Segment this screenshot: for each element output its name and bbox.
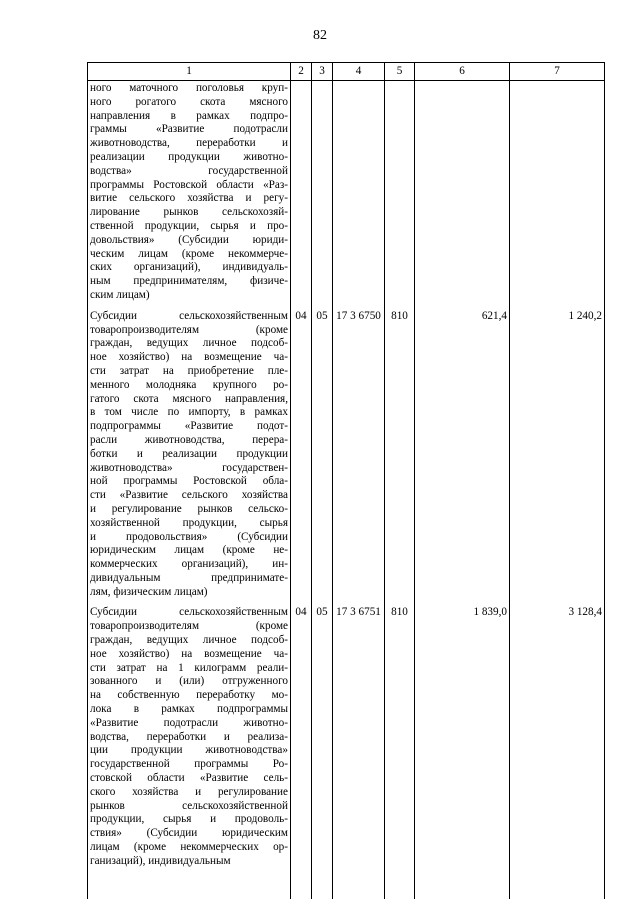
empty-cell [312, 869, 333, 899]
description-line: расли животноводства, перера- [90, 433, 288, 446]
empty-cell [333, 869, 385, 899]
table-row [88, 81, 605, 303]
expense-type-code [385, 81, 415, 303]
description-line: ное хозяйство) на возмещение ча- [90, 647, 288, 660]
description-line: ским лицам) [90, 288, 150, 301]
description-line: рынков сельскохозяйственной [90, 799, 288, 812]
description-line: ского хозяйства и регулирование [90, 785, 288, 798]
target-article-code: 17 3 6750 [333, 303, 385, 600]
expense-type-code: 810 [385, 303, 415, 600]
section-code [291, 81, 312, 303]
description-line: зованного и (или) отгруженного [90, 675, 288, 688]
description-line: юридическим лицам (кроме не- [90, 544, 288, 557]
header-col-2: 2 [291, 63, 312, 81]
table-body [88, 81, 605, 899]
description-line: водства» государственной [90, 164, 288, 177]
description-line: ственной продукции, сырья и про- [90, 219, 288, 232]
section-code: 04 [291, 599, 312, 868]
subsection-code: 05 [312, 599, 333, 868]
header-col-3: 3 [312, 63, 333, 81]
header-col-7: 7 [510, 63, 605, 81]
header-col-5: 5 [385, 63, 415, 81]
description-line: лицам (кроме некоммерческих ор- [90, 841, 288, 854]
row-description [88, 599, 291, 868]
table-row [88, 303, 605, 600]
description-line: в том числе по импорту, в рамках [90, 406, 288, 419]
empty-cell [385, 869, 415, 899]
amount-col-7: 1 240,2 [510, 303, 605, 600]
subsection-code [312, 81, 333, 303]
description-line: ного рогатого скота мясного [90, 95, 288, 108]
description-line: «Развитие подотрасли животно- [90, 716, 288, 729]
amount-col-6: 1 839,0 [415, 599, 510, 868]
header-col-6: 6 [415, 63, 510, 81]
expense-type-code: 810 [385, 599, 415, 868]
description-line: довольствия» (Субсидии юриди- [90, 233, 288, 246]
description-line: гатого скота мясного направления, [90, 392, 288, 405]
empty-cell [510, 869, 605, 899]
description-line: лирование рынков сельскохозяй- [90, 206, 288, 219]
description-line: Субсидии сельскохозяйственным [90, 309, 288, 322]
description-line: государственной программы Ро- [90, 758, 288, 771]
description-line: ции продукции животноводства» [90, 744, 288, 757]
description-line: ное хозяйство) на возмещение ча- [90, 351, 288, 364]
description-line: граждан, ведущих личное подсоб- [90, 337, 288, 350]
table-tail-row [88, 869, 605, 899]
table-row [88, 599, 605, 868]
row-description [88, 303, 291, 600]
description-line: граммы «Развитие подотрасли [90, 123, 288, 136]
description-line: Субсидии сельскохозяйственным [90, 606, 288, 619]
description-line: и регулирование рынков сельско- [90, 502, 288, 515]
description-line: дивидуальным предпринимате- [90, 571, 288, 584]
target-article-code [333, 81, 385, 303]
description-line: ной программы Ростовской обла- [90, 475, 288, 488]
description-line: товаропроизводителям (кроме [90, 620, 288, 633]
description-line: направления в рамках подпро- [90, 109, 288, 122]
row-description [88, 81, 291, 303]
amount-col-7: 3 128,4 [510, 599, 605, 868]
empty-cell [88, 869, 291, 899]
target-article-code: 17 3 6751 [333, 599, 385, 868]
description-line: товаропроизводителям (кроме [90, 323, 288, 336]
description-line: животноводства» государствен- [90, 461, 288, 474]
description-line: ным предпринимателям, физиче- [90, 275, 288, 288]
description-line: программы Ростовской области «Раз- [90, 178, 288, 191]
empty-cell [291, 869, 312, 899]
description-line: продукции, сырья и продоволь- [90, 813, 288, 826]
description-line: реализации продукции животно- [90, 150, 288, 163]
description-line: стовской области «Развитие сель- [90, 772, 288, 785]
description-line: ного маточного поголовья круп- [90, 82, 288, 94]
description-line: ботки и реализации продукции [90, 447, 288, 460]
page-number: 82 [313, 28, 327, 43]
description-line: граждан, ведущих личное подсоб- [90, 634, 288, 647]
budget-table [87, 62, 605, 899]
amount-col-6 [415, 81, 510, 303]
description-line: хозяйственной продукции, сырья [90, 516, 288, 529]
description-line: ствия» (Субсидии юридическим [90, 827, 288, 840]
description-line: сти затрат на приобретение пле- [90, 364, 288, 377]
amount-col-6: 621,4 [415, 303, 510, 600]
description-line: и продовольствия» (Субсидии [90, 530, 288, 543]
description-line: животноводства, переработки и [90, 137, 288, 150]
description-line: лям, физическим лицам) [90, 585, 208, 598]
description-line: ских организаций), индивидуаль- [90, 261, 288, 274]
description-line: коммерческих организаций), ин- [90, 558, 288, 571]
section-code: 04 [291, 303, 312, 600]
description-line: подпрограммы «Развитие подот- [90, 420, 288, 433]
description-line: сти «Развитие сельского хозяйства [90, 489, 288, 502]
description-line: витие сельского хозяйства и регу- [90, 192, 288, 205]
description-line: на собственную переработку мо- [90, 689, 288, 702]
empty-cell [415, 869, 510, 899]
amount-col-7 [510, 81, 605, 303]
table-header-row [88, 63, 605, 81]
description-line: менного молодняка крупного ро- [90, 378, 288, 391]
description-line: сти затрат на 1 килограмм реали- [90, 661, 288, 674]
description-line: водства, переработки и реализа- [90, 730, 288, 743]
subsection-code: 05 [312, 303, 333, 600]
description-line: ческим лицам (кроме некоммерче- [90, 247, 288, 260]
description-line: ганизаций), индивидуальным [90, 854, 231, 867]
header-col-4: 4 [333, 63, 385, 81]
header-col-1: 1 [88, 63, 291, 81]
description-line: лока в рамках подпрограммы [90, 703, 288, 716]
